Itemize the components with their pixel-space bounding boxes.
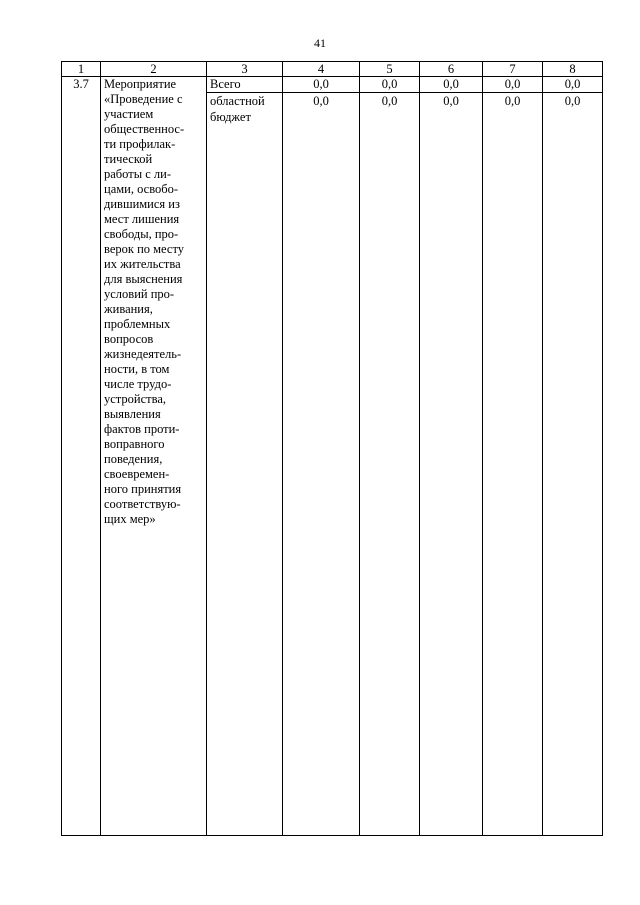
event-line: числе трудо- bbox=[104, 377, 172, 391]
event-line: своевремен- bbox=[104, 467, 170, 481]
value-cell: 0,0 bbox=[483, 93, 543, 836]
event-line: выявления bbox=[104, 407, 161, 421]
value-cell: 0,0 bbox=[420, 93, 483, 836]
event-line: их жительства bbox=[104, 257, 181, 271]
event-line: проблемных bbox=[104, 317, 171, 331]
event-line: условий про- bbox=[104, 287, 175, 301]
event-line: жизнедеятель- bbox=[104, 347, 182, 361]
value-cell: 0,0 bbox=[360, 77, 420, 93]
event-line: поведения, bbox=[104, 452, 163, 466]
row-id: 3.7 bbox=[62, 77, 101, 836]
source-line: областной bbox=[210, 94, 265, 108]
column-number: 6 bbox=[420, 62, 483, 77]
column-number: 1 bbox=[62, 62, 101, 77]
event-line: цами, освобо- bbox=[104, 182, 179, 196]
event-line: устройства, bbox=[104, 392, 167, 406]
event-description bbox=[101, 77, 207, 836]
event-line: ти профилак- bbox=[104, 137, 176, 151]
column-number-row bbox=[62, 62, 603, 77]
source-regional-budget bbox=[207, 93, 283, 836]
event-line: дившимися из bbox=[104, 197, 180, 211]
column-number: 3 bbox=[207, 62, 283, 77]
event-line: работы с ли- bbox=[104, 167, 171, 181]
event-line: Мероприятие bbox=[104, 77, 177, 91]
value-cell: 0,0 bbox=[483, 77, 543, 93]
event-line: соответствую- bbox=[104, 497, 181, 511]
value-cell: 0,0 bbox=[283, 77, 360, 93]
event-line: мест лишения bbox=[104, 212, 180, 226]
event-line: ного принятия bbox=[104, 482, 182, 496]
financing-table bbox=[61, 61, 603, 836]
event-line: щих мер» bbox=[104, 512, 156, 526]
source-total: Всего bbox=[207, 77, 283, 93]
value-cell: 0,0 bbox=[283, 93, 360, 836]
event-line: фактов проти- bbox=[104, 422, 180, 436]
source-line: бюджет bbox=[210, 110, 251, 124]
column-number: 7 bbox=[483, 62, 543, 77]
column-number: 4 bbox=[283, 62, 360, 77]
event-line: общественнос- bbox=[104, 122, 185, 136]
event-line: для выяснения bbox=[104, 272, 183, 286]
value-cell: 0,0 bbox=[543, 93, 603, 836]
event-line: ности, в том bbox=[104, 362, 170, 376]
event-line: «Проведение с bbox=[104, 92, 183, 106]
column-number: 2 bbox=[101, 62, 207, 77]
value-cell: 0,0 bbox=[420, 77, 483, 93]
column-number: 8 bbox=[543, 62, 603, 77]
value-cell: 0,0 bbox=[543, 77, 603, 93]
event-line: верок по месту bbox=[104, 242, 185, 256]
event-line: воправного bbox=[104, 437, 165, 451]
event-line: участием bbox=[104, 107, 154, 121]
column-number: 5 bbox=[360, 62, 420, 77]
event-line: свободы, про- bbox=[104, 227, 179, 241]
event-line: вопросов bbox=[104, 332, 154, 346]
value-cell: 0,0 bbox=[360, 93, 420, 836]
page-number: 41 bbox=[314, 36, 326, 50]
table-row-total bbox=[62, 77, 603, 93]
event-line: живания, bbox=[104, 302, 153, 316]
event-line: тической bbox=[104, 152, 153, 166]
